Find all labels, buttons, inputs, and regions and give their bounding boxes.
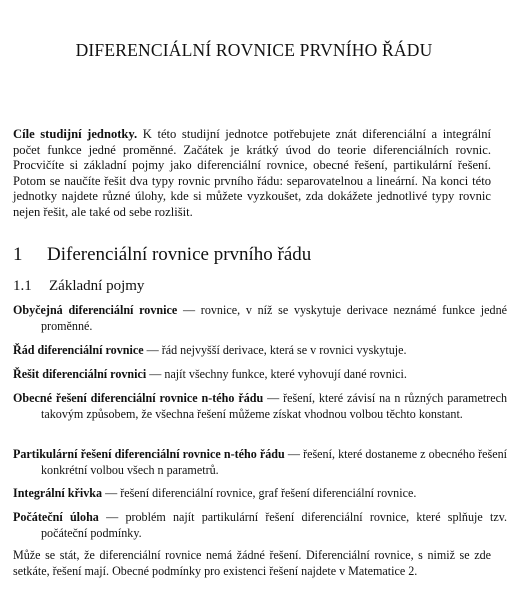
- definition-text: — řešení diferenciální rovnice, graf řešení diferenciální rovnice.: [102, 486, 417, 500]
- definition-general-solution: [13, 391, 507, 422]
- study-goals-paragraph: [13, 127, 491, 220]
- section-title: Diferenciální rovnice prvního řádu: [47, 244, 312, 265]
- definition-term: Integrální křivka: [13, 486, 103, 500]
- definition-text: — rovnice, v níž se vyskytuje derivace neznámé funkce jedné proměnné.: [41, 303, 507, 333]
- definition-integral-curve: [13, 486, 507, 502]
- closing-paragraph: Může se stát, že diferenciální rovnice nemá žádné řešení. Diferenciální rovnice, s nimiž se zde setkáte, řešení mají. Obecné podmínky pro existenci řešení najdete v Matematice 2.: [13, 548, 491, 578]
- definition-term: Řád diferenciální rovnice: [13, 343, 144, 357]
- definition-term: Počáteční úloha: [13, 510, 99, 524]
- section-heading: [13, 244, 311, 266]
- subsection-title: Základní pojmy: [49, 278, 145, 294]
- definition-term: Obyčejná diferenciální rovnice: [13, 303, 178, 317]
- definition-solve: [13, 367, 507, 383]
- subsection-heading: [13, 278, 144, 295]
- definition-term: Partikulární řešení diferenciální rovnice n-tého řádu: [13, 447, 285, 461]
- definition-ordinary-de: [13, 303, 507, 334]
- definition-particular-solution: [13, 447, 507, 478]
- definition-order: [13, 343, 507, 359]
- definition-text: — řešení, které závisí na n různých parametrech takovým způsobem, že všechna řešení můžeme získat vhodnou volbou těchto konstant.: [41, 391, 507, 421]
- definition-text: — řešení, které dostaneme z obecného řešení konkrétní volbou všech n parametrů.: [41, 447, 507, 477]
- definition-initial-problem: [13, 510, 507, 541]
- definition-text: — najít všechny funkce, které vyhovují dané rovnici.: [146, 367, 407, 381]
- page-title: DIFERENCIÁLNÍ ROVNICE PRVNÍHO ŘÁDU: [75, 40, 433, 60]
- definition-text: — problém najít partikulární řešení diferenciální rovnice, které splňuje tzv. počáteční podmínky.: [41, 510, 507, 540]
- section-number: 1: [13, 244, 23, 265]
- definition-text: — řád nejvyšší derivace, která se v rovnici vyskytuje.: [143, 343, 407, 357]
- study-goals-label: Cíle studijní jednotky.: [13, 127, 138, 141]
- definition-term: Řešit diferenciální rovnici: [13, 367, 147, 381]
- definition-term: Obecné řešení diferenciální rovnice n-tého řádu: [13, 391, 264, 405]
- subsection-number: 1.1: [13, 278, 32, 294]
- study-goals-text: K této studijní jednotce potřebujete znát diferenciální a integrální počet funkce jedné proměnné. Začátek je krátký úvod do teorie diferenciálních rovnic. Procvičíte si základní pojmy jako diferenciální rovnice, obecné řešení, partikulární řešení. Potom se naučíte řešit dva typy rovnic prvního řádu: separovatelnou a lineární. Na konci této jednotky najdete různé úlohy, kde si můžete vyzkoušet, zda dokážete jednotlivé typy rovnic nejen řešit, ale také od sebe rozlišit.: [13, 127, 491, 219]
